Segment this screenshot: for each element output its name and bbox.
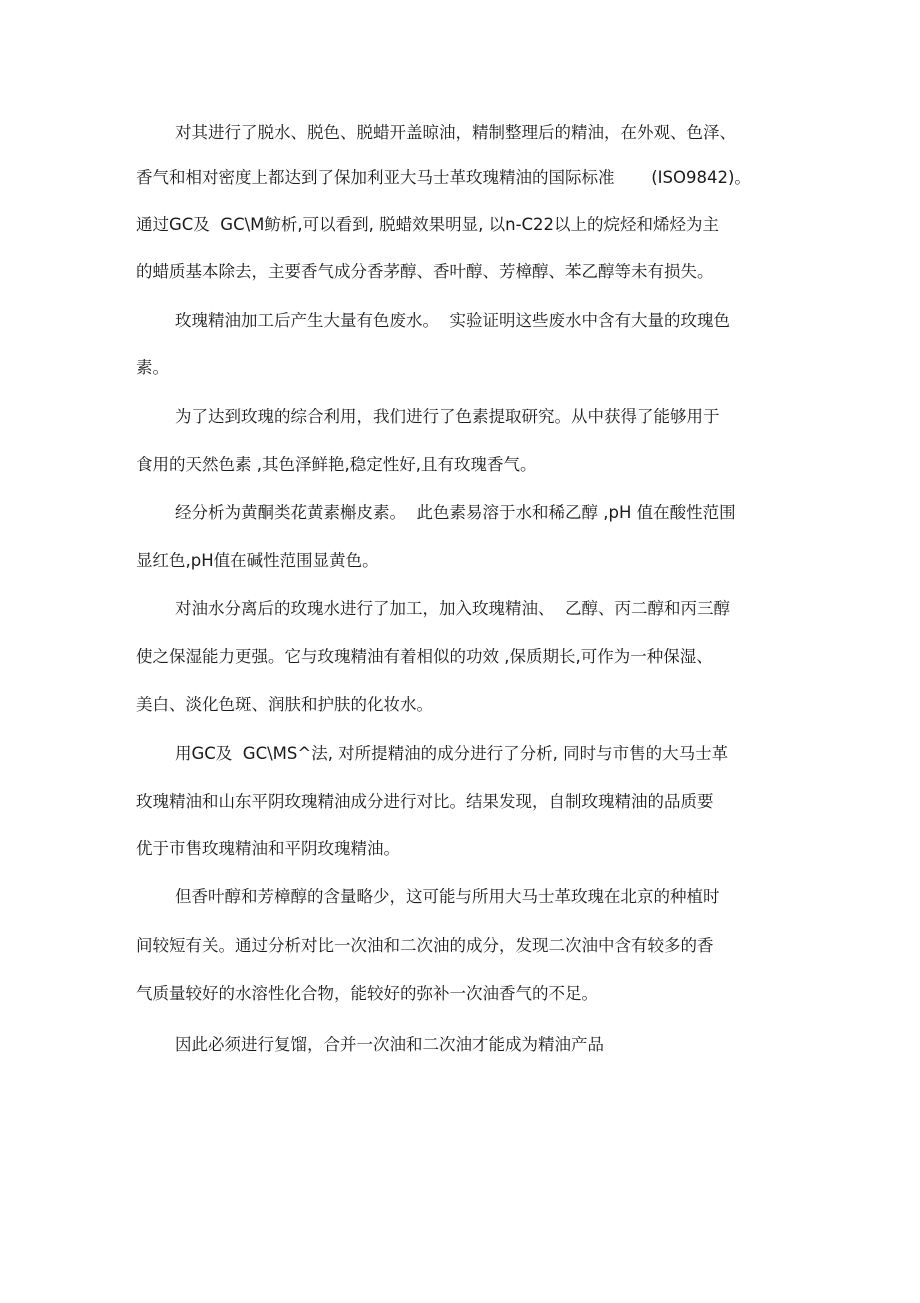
paragraph-8-line-1: 因此必须进行复馏，合并一次油和二次油才能成为精油产品	[175, 1035, 604, 1054]
paragraph-2-line-1: 玫瑰精油加工后产生大量有色废水。 实验证明这些废水中含有大量的玫瑰色	[175, 311, 730, 330]
paragraph-6-line-1: 用GC及 GC\MS^法, 对所提精油的成分进行了分析, 同时与市售的大马士革	[175, 744, 729, 763]
paragraph-1-line-2: 香气和相对密度上都达到了保加利亚大马士革玫瑰精油的国际标准 (ISO9842)。	[136, 168, 751, 187]
paragraph-7-line-3: 气质量较好的水溶性化合物，能较好的弥补一次油香气的不足。	[136, 984, 598, 1003]
paragraph-5-line-3: 美白、淡化色斑、润肤和护肤的化妆水。	[136, 695, 433, 714]
paragraph-1-line-3: 通过GC及 GC\M鲂析,可以看到, 脱蜡效果明显, 以n-C22以上的烷烃和烯烃为主	[136, 215, 720, 234]
paragraph-2-line-2: 素。	[136, 358, 169, 377]
paragraph-4-line-1: 经分析为黄酮类花黄素槲皮素。 此色素易溶于水和稀乙醇 ,pH 值在酸性范围	[175, 503, 736, 522]
paragraph-1-line-1: 对其进行了脱水、脱色、脱蜡开盖晾油，精制整理后的精油，在外观、色泽、	[175, 123, 736, 142]
paragraph-4-line-2: 显红色,pH值在碱性范围显黄色。	[136, 551, 379, 570]
paragraph-5-line-2: 使之保湿能力更强。它与玫瑰精油有着相似的功效 ,保质期长,可作为一种保湿、	[136, 647, 713, 666]
paragraph-1-line-4: 的蜡质基本除去，主要香气成分香茅醇、香叶醇、芳樟醇、苯乙醇等未有损失。	[136, 262, 714, 281]
paragraph-6-line-3: 优于市售玫瑰精油和平阴玫瑰精油。	[136, 839, 400, 858]
paragraph-5-line-1: 对油水分离后的玫瑰水进行了加工，加入玫瑰精油、 乙醇、丙二醇和丙三醇	[175, 599, 730, 618]
paragraph-7-line-1: 但香叶醇和芳樟醇的含量略少，这可能与所用大马士革玫瑰在北京的种植时	[175, 887, 720, 906]
paragraph-3-line-2: 食用的天然色素 ,其色泽鲜艳,稳定性好,且有玫瑰香气。	[136, 455, 537, 474]
paragraph-3-line-1: 为了达到玫瑰的综合利用，我们进行了色素提取研究。从中获得了能够用于	[175, 407, 720, 426]
paragraph-6-line-2: 玫瑰精油和山东平阴玫瑰精油成分进行对比。结果发现，自制玫瑰精油的品质要	[136, 792, 714, 811]
paragraph-7-line-2: 间较短有关。通过分析对比一次油和二次油的成分，发现二次油中含有较多的香	[136, 936, 714, 955]
